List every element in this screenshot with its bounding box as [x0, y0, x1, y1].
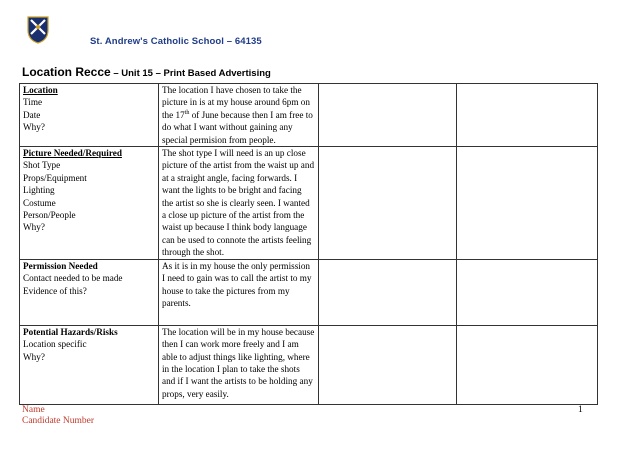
- row-label-cell: [20, 259, 159, 325]
- row-label-cell: [20, 325, 159, 404]
- row-sub-label: Why?: [23, 351, 45, 362]
- candidate-number-label: Candidate Number: [22, 416, 95, 426]
- table-row: [20, 84, 598, 147]
- title-main: Location Recce: [22, 65, 111, 79]
- row-sub-label: Shot Type: [23, 160, 61, 171]
- empty-cell: [319, 259, 457, 325]
- table-row: [20, 147, 598, 260]
- table-row: [20, 259, 598, 325]
- row-response-cell: [159, 84, 319, 147]
- recce-table: [19, 83, 598, 405]
- row-sub-label: Why?: [23, 122, 45, 133]
- empty-cell: [319, 84, 457, 147]
- row-heading: Picture Needed/Required: [23, 148, 122, 159]
- row-sub-label: Person/People: [23, 210, 76, 221]
- response-text-cont: of June because then I am free to do what I want without gaining any special permision from people.: [162, 109, 313, 145]
- row-heading: Potential Hazards/Risks: [23, 326, 118, 337]
- row-heading: Location: [23, 85, 58, 95]
- name-label: Name: [22, 405, 45, 415]
- row-response-cell: The shot type I will need is an up close picture of the artist from the waist up and at a straight angle, facing forwards. I want the lights to be bright and facing the artist so she is clearly seen. I wanted a close up picture of the artist from the waist up because I think body language can be used to connote the artists feeling through the shot.: [159, 147, 319, 260]
- row-label-cell: [20, 147, 159, 260]
- row-sub-label: Costume: [23, 197, 56, 208]
- row-label-cell: [20, 84, 159, 147]
- school-name: St. Andrew's Catholic School – 64135: [90, 36, 262, 47]
- row-sub-label: Location specific: [23, 339, 87, 350]
- row-sub-label: Contact needed to be made: [23, 273, 123, 284]
- page-number: 1: [578, 405, 583, 415]
- row-heading: Permission Needed: [23, 260, 98, 271]
- row-response-cell: The location will be in my house because then I can work more freely and I am able to adjust things like lighting, where in the location I plan to take the shots and if I want the artists to be holding any props, very easily.: [159, 325, 319, 404]
- title-unit: – Unit 15 – Print Based Advertising: [110, 68, 271, 79]
- page-title: [22, 63, 271, 81]
- empty-cell: [457, 147, 598, 260]
- row-sub-label: Time: [23, 97, 43, 108]
- row-response-cell: As it is in my house the only permission I need to gain was to call the artist to my house to take the pictures from my parents.: [159, 259, 319, 325]
- row-sub-label: Evidence of this?: [23, 285, 87, 296]
- row-sub-label: Lighting: [23, 185, 55, 196]
- table-row: [20, 325, 598, 404]
- row-sub-label: Props/Equipment: [23, 172, 87, 183]
- school-crest-logo: [27, 16, 49, 44]
- empty-cell: [457, 325, 598, 404]
- response-text: The location I have chosen to take the picture in is at my house around 6pm on the 17: [162, 85, 310, 120]
- response-superscript: th: [184, 109, 190, 116]
- row-sub-label: Date: [23, 109, 41, 120]
- row-sub-label: Why?: [23, 222, 45, 233]
- empty-cell: [319, 147, 457, 260]
- empty-cell: [319, 325, 457, 404]
- empty-cell: [457, 84, 598, 147]
- empty-cell: [457, 259, 598, 325]
